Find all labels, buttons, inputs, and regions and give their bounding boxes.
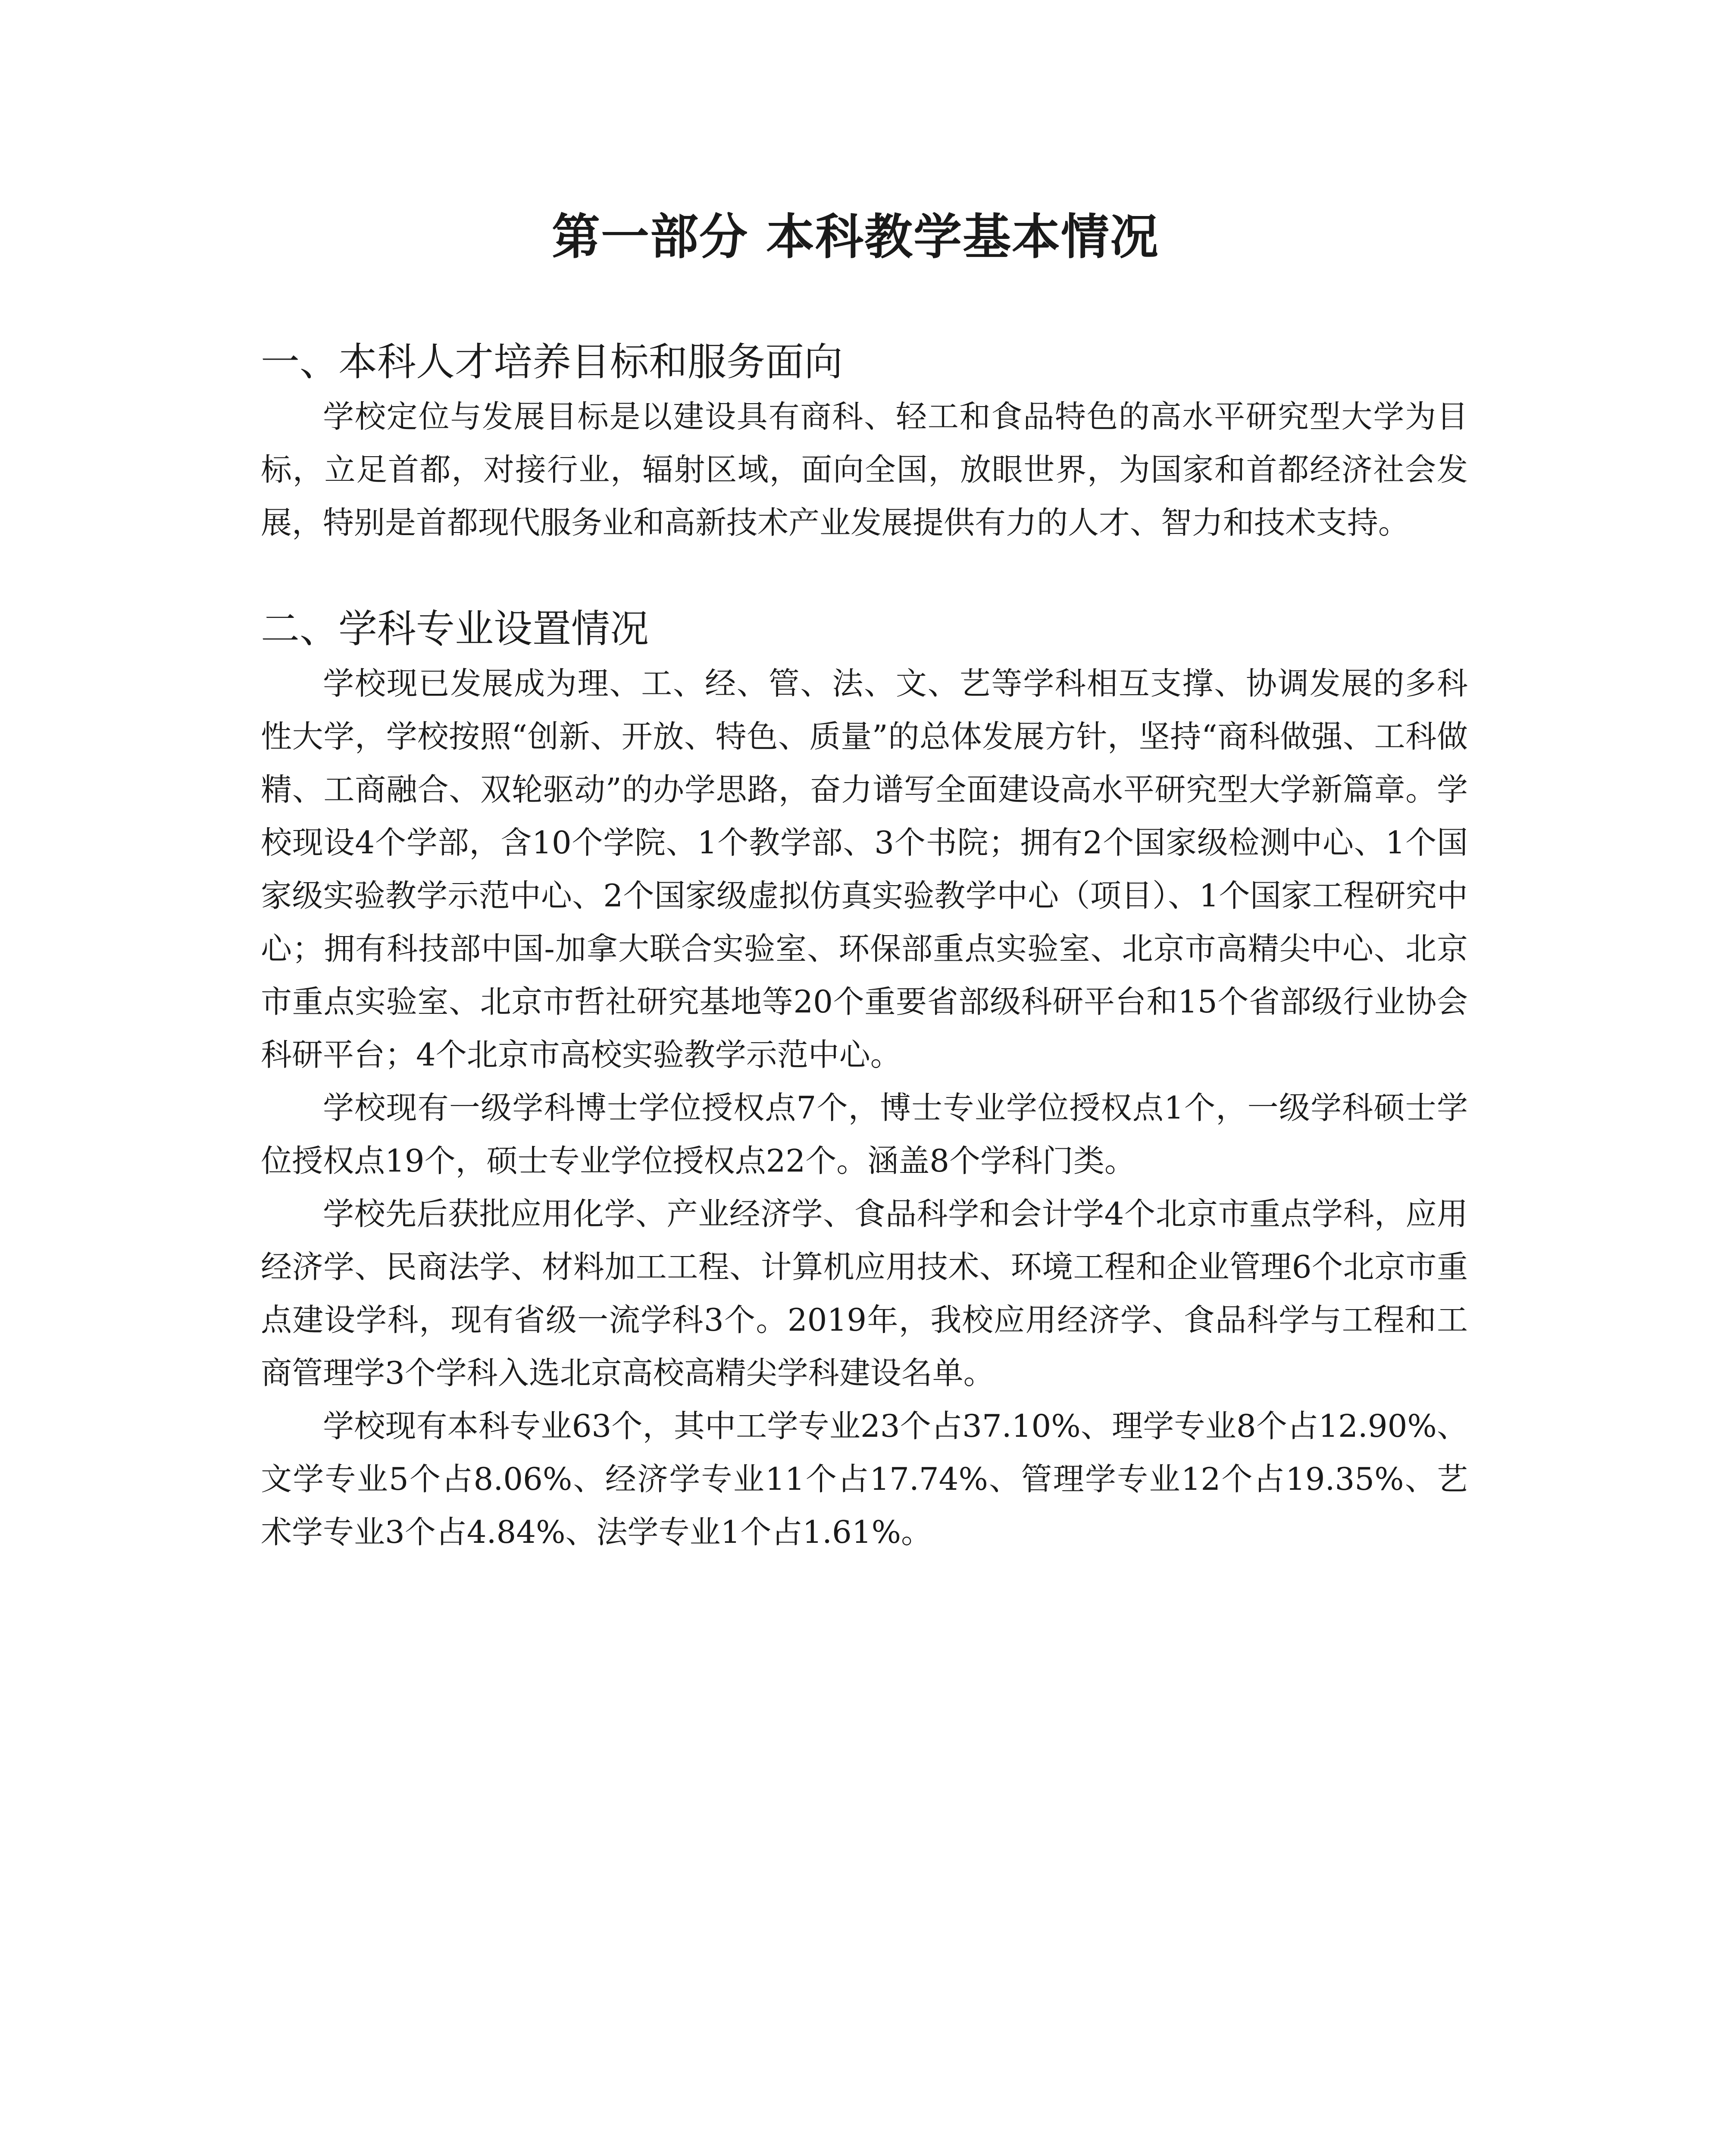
section-training-goals: [261, 334, 1468, 549]
document-body: [261, 334, 1468, 1559]
page-title: 第一部分 本科教学基本情况: [552, 209, 1159, 265]
paragraph: 学校定位与发展目标是以建设具有商科、轻工和食品特色的高水平研究型大学为目标，立足首都，对接行业，辐射区域，面向全国，放眼世界，为国家和首都经济社会发展，特别是首都现代服务业和高新技术产业发展提供有力的人才、智力和技术支持。: [261, 398, 1468, 541]
paragraph: 学校现有本科专业63个，其中工学专业23个占37.10%、理学专业8个占12.90%、文学专业5个占8.06%、经济学专业11个占17.74%、管理学专业12个占19.35%、艺术学专业3个占4.84%、法学专业1个占1.61%。: [261, 1408, 1468, 1550]
section-heading: 二、学科专业设置情况: [261, 606, 649, 652]
section-heading: 一、本科人才培养目标和服务面向: [261, 339, 843, 385]
paragraph: 学校现已发展成为理、工、经、管、法、文、艺等学科相互支撑、协调发展的多科性大学，学校按照“创新、开放、特色、质量”的总体发展方针，坚持“商科做强、工科做精、工商融合、双轮驱动”的办学思路，奋力谱写全面建设高水平研究型大学新篇章。学校现设4个学部，含10个学院、1个教学部、3个书院；拥有2个国家级检测中心、1个国家级实验教学示范中心、2个国家级虚拟仿真实验教学中心（项目）、1个国家工程研究中心；拥有科技部中国-加拿大联合实验室、环保部重点实验室、北京市高精尖中心、北京市重点实验室、北京市哲社研究基地等20个重要省部级科研平台和15个省部级行业协会科研平台；4个北京市高校实验教学示范中心。: [261, 665, 1468, 1073]
paragraph: 学校现有一级学科博士学位授权点7个，博士专业学位授权点1个，一级学科硕士学位授权点19个，硕士专业学位授权点22个。涵盖8个学科门类。: [261, 1090, 1468, 1179]
section-discipline-setup: [261, 601, 1468, 1559]
paragraph: 学校先后获批应用化学、产业经济学、食品科学和会计学4个北京市重点学科，应用经济学、民商法学、材料加工工程、计算机应用技术、环境工程和企业管理6个北京市重点建设学科，现有省级一流学科3个。2019年，我校应用经济学、食品科学与工程和工商管理学3个学科入选北京高校高精尖学科建设名单。: [261, 1196, 1468, 1391]
